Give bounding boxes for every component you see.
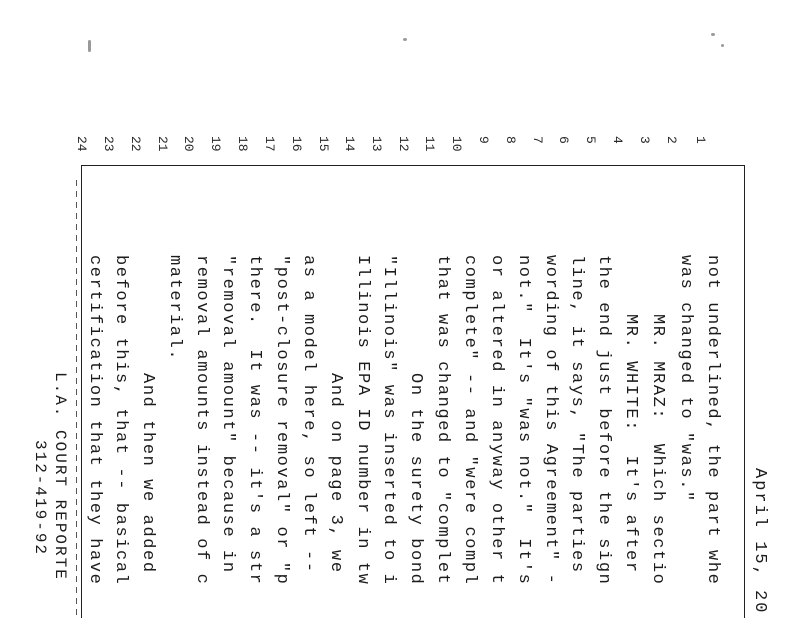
- line-number: 5: [583, 136, 598, 144]
- line-number: 23: [101, 136, 116, 152]
- header-date: April 15, 20: [750, 468, 769, 615]
- transcript-line: line, it says, "The parties: [567, 255, 586, 574]
- transcript-line: that was changed to "complet: [433, 255, 452, 586]
- line-number: 1: [693, 136, 708, 144]
- line-number: 11: [422, 136, 437, 152]
- transcript-line: "Illinois" was inserted to i: [379, 255, 398, 586]
- transcript-line: before this, that -- basical: [111, 255, 130, 586]
- transcript-line: not." It's "was not." It's: [514, 255, 533, 586]
- margin-rule: [76, 180, 77, 618]
- footer-reporter: L.A. COURT REPORTE: [51, 372, 69, 581]
- transcript-line: And then we added: [138, 255, 157, 574]
- transcript-line: not underlined, the part whe: [703, 255, 722, 586]
- line-number: 16: [289, 136, 304, 152]
- transcript-line: "post-closure removal" or "p: [272, 255, 291, 586]
- transcript-line: Illinois EPA ID number in tw: [353, 255, 372, 586]
- transcript-line: material.: [165, 255, 184, 362]
- transcript-line: On the surety bond: [406, 255, 425, 586]
- line-number: 3: [637, 136, 652, 144]
- transcript-line: the end just before the sign: [594, 255, 613, 586]
- transcript-line: MR. MRAZ: Which sectio: [648, 255, 667, 586]
- line-number: 2: [664, 136, 679, 144]
- transcript-line: there. It was -- it's a str: [245, 255, 264, 586]
- transcript-line: wording of this Agreement" -: [541, 255, 560, 586]
- line-number: 9: [476, 136, 491, 144]
- line-number: 18: [235, 136, 250, 152]
- line-number: 8: [503, 136, 518, 144]
- line-number: 4: [610, 136, 625, 144]
- transcript-line: as a model here, so left --: [299, 255, 318, 574]
- transcript-line: "removal amount" because in: [218, 255, 237, 574]
- transcript-line: complete" -- and "were compl: [460, 255, 479, 586]
- transcript-line: And on page 3, we: [326, 255, 345, 574]
- line-number: 19: [208, 136, 223, 152]
- line-number: 10: [449, 136, 464, 152]
- line-number: 12: [396, 136, 411, 152]
- line-number: 15: [316, 136, 331, 152]
- footer-phone: 312-419-92: [31, 440, 49, 557]
- line-number: 14: [342, 136, 357, 152]
- line-number: 17: [262, 136, 277, 152]
- scan-speck: [403, 38, 407, 41]
- line-number: 6: [556, 136, 571, 144]
- line-number: 22: [128, 136, 143, 152]
- line-number: 24: [74, 136, 89, 152]
- line-number: 13: [369, 136, 384, 152]
- transcript-line: certification that they have: [85, 255, 104, 586]
- scan-speck: [711, 33, 715, 36]
- line-number: 7: [530, 136, 545, 144]
- line-number: 21: [155, 136, 170, 152]
- scan-speck: [721, 44, 724, 47]
- scan-speck: [88, 40, 91, 52]
- transcript-line: removal amounts instead of c: [192, 255, 211, 586]
- transcript-line: was changed to "was.": [676, 255, 695, 503]
- transcript-line: or altered in anyway other t: [487, 255, 506, 586]
- line-number: 20: [181, 136, 196, 152]
- transcript-line: MR. WHITE: It's after: [621, 255, 640, 574]
